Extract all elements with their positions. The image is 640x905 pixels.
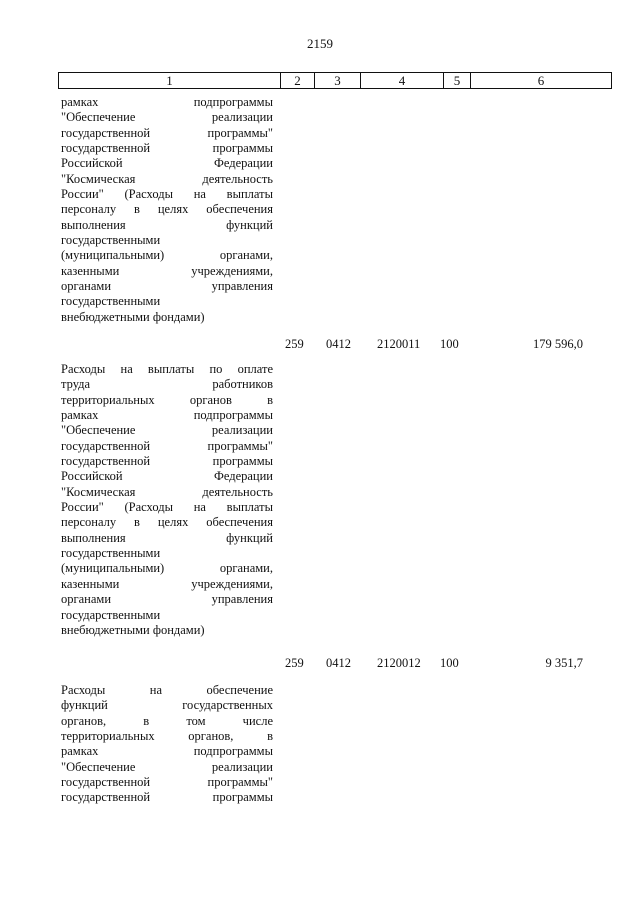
column-header-4: 4 <box>361 73 444 88</box>
entry-description <box>61 95 273 325</box>
description-line: Российской Федерации <box>61 156 273 171</box>
cell-gr: 259 <box>285 337 304 351</box>
table-header <box>58 72 612 89</box>
column-header-6: 6 <box>537 73 545 88</box>
description-line: труда работников <box>61 377 273 392</box>
description-line: территориальных органов, в <box>61 729 273 744</box>
description-line: России" (Расходы на выплаты <box>61 500 273 515</box>
description-line: казенными учреждениями, <box>61 576 273 591</box>
cell-vr: 100 <box>440 337 459 351</box>
description-line: государственной программы" <box>61 438 273 453</box>
description-line: территориальных органов в <box>61 392 273 407</box>
description-line: "Космическая деятельность <box>61 484 273 499</box>
cell-gr: 259 <box>285 656 304 670</box>
column-header-2: 2 <box>281 73 315 88</box>
table-row <box>0 336 640 352</box>
cell-rz: 0412 <box>326 337 351 351</box>
cell-amount: 9 351,7 <box>545 656 583 670</box>
description-line: Расходы на выплаты по оплате <box>61 362 273 376</box>
description-line: "Обеспечение реализации <box>61 110 273 125</box>
description-line: государственными <box>61 294 161 309</box>
entry-description <box>61 683 273 806</box>
description-line: государственными <box>61 607 161 622</box>
description-line: государственными <box>61 546 161 561</box>
page-number: 2159 <box>307 36 333 51</box>
description-line: "Космическая деятельность <box>61 171 273 186</box>
description-line: казенными учреждениями, <box>61 263 273 278</box>
table-row <box>0 655 640 671</box>
description-line: "Обеспечение реализации <box>61 423 273 438</box>
entry-description <box>61 362 273 638</box>
description-line: органов, в том числе <box>61 713 273 728</box>
cell-cs: 2120012 <box>377 656 421 670</box>
column-header-3: 3 <box>315 73 361 88</box>
cell-cs: 2120011 <box>377 337 421 351</box>
description-line: государственной программы" <box>61 775 273 790</box>
description-line: "Обеспечение реализации <box>61 759 273 774</box>
description-line: выполнения функций <box>61 217 273 232</box>
column-header-5: 5 <box>444 73 471 88</box>
cell-vr: 100 <box>440 656 459 670</box>
description-line: рамках подпрограммы <box>61 408 273 423</box>
description-line: внебюджетными фондами) <box>61 622 205 637</box>
description-line: Российской Федерации <box>61 469 273 484</box>
description-line: (муниципальными) органами, <box>61 561 273 576</box>
description-line: государственной программы <box>61 454 273 469</box>
description-line: органами управления <box>61 592 273 607</box>
cell-rz: 0412 <box>326 656 351 670</box>
description-line: органами управления <box>61 279 273 294</box>
description-line: России" (Расходы на выплаты <box>61 187 273 202</box>
cell-amount: 179 596,0 <box>533 337 583 351</box>
column-header-1: 1 <box>59 73 281 88</box>
description-line: рамках подпрограммы <box>61 744 273 759</box>
description-line: государственной программы <box>61 790 273 805</box>
description-line: (муниципальными) органами, <box>61 248 273 263</box>
description-line: персоналу в целях обеспечения <box>61 515 273 530</box>
description-line: государственной программы <box>61 141 273 156</box>
description-line: государственной программы" <box>61 125 273 140</box>
description-line: персоналу в целях обеспечения <box>61 202 273 217</box>
description-line: рамках подпрограммы <box>61 95 273 109</box>
description-line: Расходы на обеспечение <box>61 683 273 697</box>
description-line: функций государственных <box>61 698 273 713</box>
description-line: внебюджетными фондами) <box>61 309 205 324</box>
description-line: выполнения функций <box>61 530 273 545</box>
description-line: государственными <box>61 233 161 248</box>
